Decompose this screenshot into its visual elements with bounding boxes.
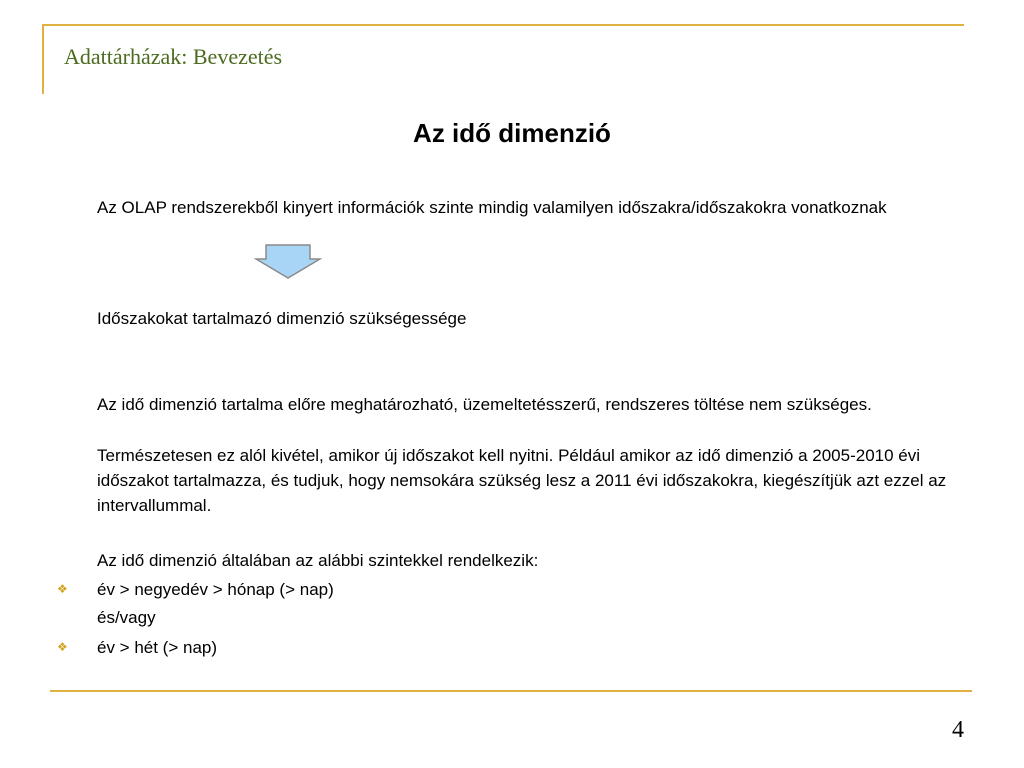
paragraph-levels-intro: Az idő dimenzió általában az alábbi szintekkel rendelkezik: xyxy=(97,551,539,570)
paragraph-exception: Természetesen ez alól kivétel, amikor új időszakot kell nyitni. Például amikor az idő dimenzió a 2005-2010 évi időszakot tartalmazza, és tudjuk, hogy nemsokára szükség lesz a 2011 évi időszakokra, kiegészítjük azt ezzel az intervallummal. xyxy=(97,446,947,515)
diamond-bullet-icon: ❖ xyxy=(57,582,68,596)
level-separator: és/vagy xyxy=(97,608,156,627)
paragraph-time-content: Az idő dimenzió tartalma előre meghatározható, üzemeltetésszerű, rendszeres töltése nem szükséges. xyxy=(97,395,872,414)
down-arrow-icon xyxy=(254,244,322,285)
paragraph-dimension-need: Időszakokat tartalmazó dimenzió szükségessége xyxy=(97,309,467,328)
header-left-border xyxy=(42,24,44,94)
diamond-bullet-icon: ❖ xyxy=(57,640,68,654)
paragraph-olap-info: Az OLAP rendszerekből kinyert információk szinte mindig valamilyen időszakra/időszakokra vonatkoznak xyxy=(97,198,887,217)
slide-title: Az idő dimenzió xyxy=(413,118,611,148)
footer-divider xyxy=(50,690,972,692)
page-number: 4 xyxy=(952,717,964,743)
header-top-border xyxy=(42,24,964,26)
header-title: Adattárházak: Bevezetés xyxy=(64,44,283,69)
level-list-item: év > negyedév > hónap (> nap) xyxy=(97,580,334,599)
level-list-item: év > hét (> nap) xyxy=(97,638,218,657)
